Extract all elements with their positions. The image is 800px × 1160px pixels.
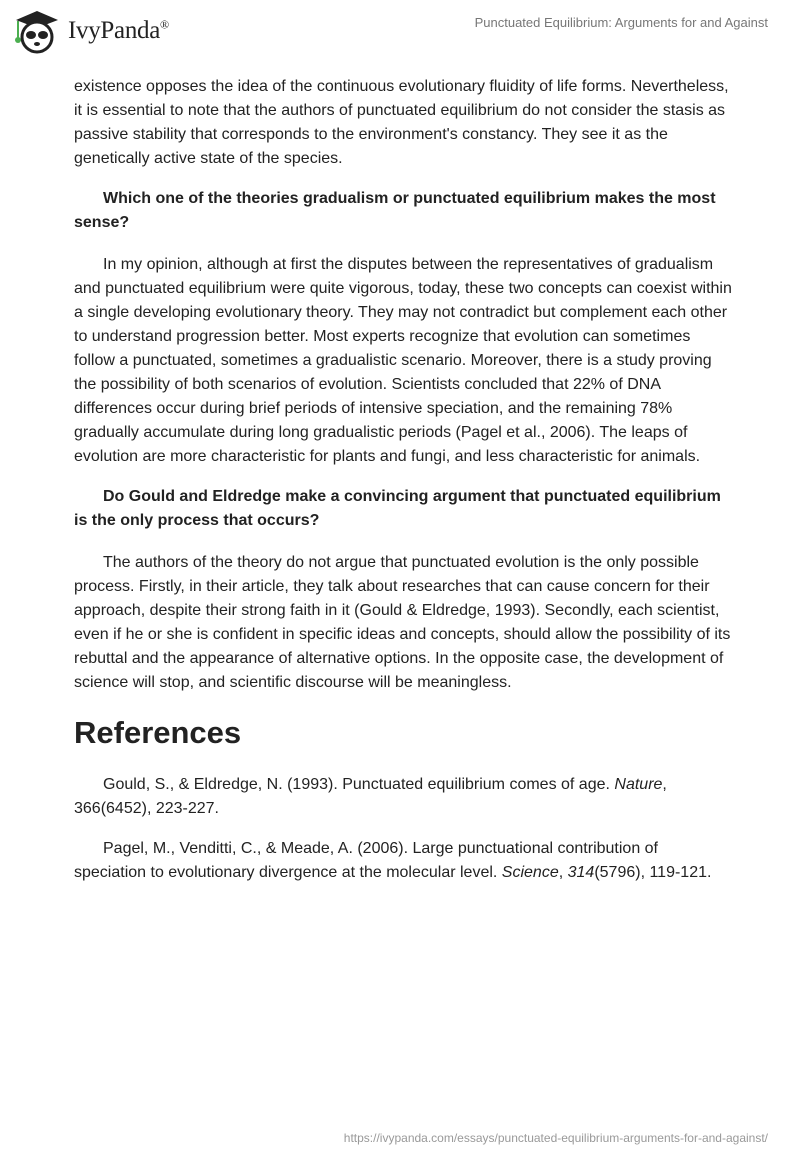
- panda-graduate-icon: [12, 8, 62, 54]
- essay-content: [74, 75, 732, 901]
- source-url[interactable]: https://ivypanda.com/essays/punctuated-equilibrium-arguments-for-and-against/: [343, 1131, 768, 1145]
- document-title: Punctuated Equilibrium: Arguments for and Against: [474, 15, 768, 30]
- paragraph: existence opposes the idea of the continuous evolutionary fluidity of life forms. Nevertheless, it is essential to note that the authors of punctuated equilibrium do not consider the stasis as passive stability that corresponds to the environment's constancy. They see it as the genetically active state of the species.: [74, 78, 729, 167]
- ivypanda-logo[interactable]: [12, 8, 169, 54]
- references-heading: References: [74, 715, 242, 750]
- paragraph: The authors of the theory do not argue that punctuated evolution is the only possible process. Firstly, in their article, they talk about researches that can cause concern for their approach, despite their strong faith in it (Gould & Eldredge, 1993). Secondly, each scientist, even if he or she is confident in specific ideas and concepts, should allow the possibility of its rebuttal and the appearance of alternative options. In the opposite case, the development of science will stop, and scientific discourse will be meaningless.: [74, 554, 731, 691]
- reference-item: Pagel, M., Venditti, C., & Meade, A. (2006). Large punctuational contribution of speciation to evolutionary divergence at the molecular level. Science, 314(5796), 119-121.: [74, 840, 712, 881]
- paragraph: In my opinion, although at first the disputes between the representatives of gradualism and punctuated equilibrium were quite vigorous, today, these two concepts can coexist within a single developing evolutionary theory. They may not contradict but complement each other to understand progression better. Most experts recognize that evolution can sometimes follow a punctuated, sometimes a gradualistic scenario. Moreover, there is a study proving the possibility of both scenarios of evolution. Scientists concluded that 22% of DNA differences occur during brief periods of intensive speciation, and the remaining 78% gradually accumulate during long gradualistic periods (Pagel et al., 2006). The leaps of evolution are more characteristic for plants and fungi, and less characteristic for animals.: [74, 256, 732, 465]
- section-question: Do Gould and Eldredge make a convincing argument that punctuated equilibrium is the only process that occurs?: [74, 488, 721, 529]
- page-header: [0, 0, 800, 60]
- reference-item: Gould, S., & Eldredge, N. (1993). Punctuated equilibrium comes of age. Nature, 366(6452), 223-227.: [74, 776, 667, 817]
- logo-text: IvyPanda®: [68, 17, 169, 44]
- section-question: Which one of the theories gradualism or punctuated equilibrium makes the most sense?: [74, 190, 716, 231]
